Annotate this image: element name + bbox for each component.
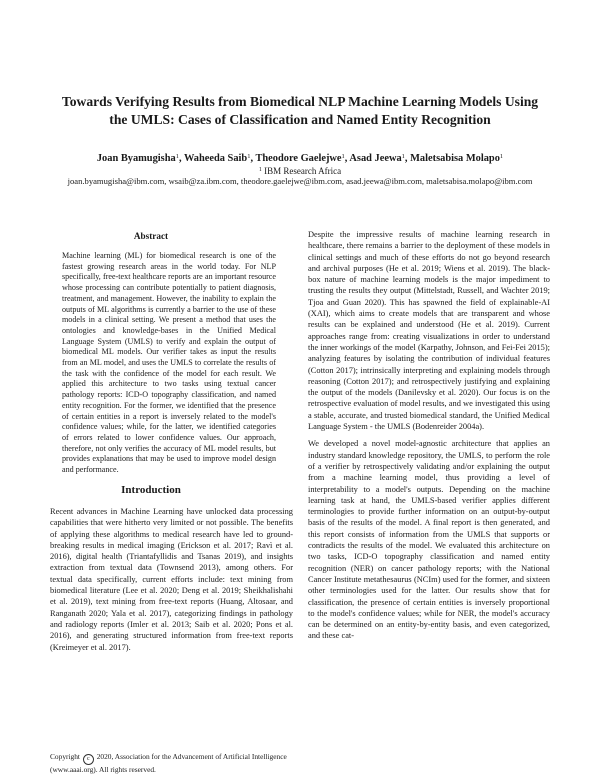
author-name: Theodore Gaelejwe bbox=[255, 153, 342, 164]
copyright-symbol-icon: c bbox=[83, 754, 94, 765]
copyright-text: 2020, Association for the Advancement of Artificial Intelligence (www.aaai.org). All rights reserved. bbox=[50, 752, 287, 774]
author-name: Joan Byamugisha bbox=[96, 153, 176, 164]
author-name: Maletsabisa Molapo bbox=[410, 153, 500, 164]
author-affiliation-mark: 1 bbox=[341, 153, 345, 160]
right-column bbox=[308, 229, 550, 642]
copyright-prefix: Copyright bbox=[50, 752, 80, 761]
author-affiliation-mark: 1 bbox=[175, 153, 179, 160]
title-line-2: the UMLS: Cases of Classification and Named Entity Recognition bbox=[109, 111, 491, 127]
author-emails: joan.byamugisha@ibm.com, wsaib@za.ibm.com, theodore.gaelejwe@ibm.com, asad.jeewa@ibm.com, maletsabisa.molapo@ibm.com bbox=[67, 176, 533, 186]
abstract-heading: Abstract bbox=[133, 231, 169, 241]
author-name: Waheeda Saib bbox=[183, 153, 248, 164]
body-paragraph: We developed a novel model-agnostic architecture that applies an industry standard knowledge repository, the UMLS, to perform the role of a verifier by retrospectively validating and/or explaining the output from a machine learning model, thus providing a level of interpretability to a model's outputs. Depending on the machine learning task at hand, the UMLS-based verifier applies different terminologies to provide further information on an output-by-output basis of the results of the model. A final report is then generated, and this report consists of information from the UMLS that supports or contradicts the results of the model. We evaluated this architecture on two tasks, ICD-O topography classification and named entity recognition (NER) on cancer pathology reports; with the National Cancer Institute metathesaurus (NCIm) used for the former, and sixteen other terminologies used for the latter. Our results show that for classification, the presence of certain entities is inversely proportional to the model's confidence values; while for NER, the model's accuracy can be determined on an entity-by-entity basis, and even categorized, and these cat- bbox=[308, 439, 550, 641]
introduction-text: Recent advances in Machine Learning have unlocked data processing capabilities that were hitherto very limited or not possible. The benefits of applying these algorithms to medical research have led to ground-breaking results in medical imaging (Erickson et al. 2017; Ravì et al. 2016), digital health (Triantafyllidis and Tsanas 2019), and insights extraction from textual data (Townsend 2013), among others. For textual data specifically, current efforts include: text mining from biomedical literature (Lee et al. 2020; Deng et al. 2019; Sheikhalishahi et al. 2019), text mining from free-text reports (Huang, Altosaar, and Ranganath 2020; Yala et al. 2017), categorizing findings in pathology and radiology reports (Imler et al. 2013; Saib et al. 2020; Pons et al. 2016), and generating structured information from free-text reports (Kreimeyer et al. 2017). bbox=[50, 507, 293, 652]
author-affiliation-mark: 1 bbox=[401, 153, 405, 160]
abstract-text: Machine learning (ML) for biomedical research is one of the fastest growing research areas in the world today. For NLP specifically, free-text healthcare reports are an important resource whose processing can contribute potentially to patient diagnosis, treatment, and management. However, the inability to explain the outputs of ML algorithms is currently a barrier to the use of these models in a clinical setting. We present a method that uses the ontologies and knowledge-bases in the Unified Medical Language System (UMLS) to verify and explain the output of biomedical ML models. Our verifier takes as input the results from an ML model, and uses the UMLS to correlate the results of the task with the confidence of the model for each result. We applied this architecture to two tasks using textual cancer pathology reports: ICD-O topography classification, and named entity recognition. For the former, we identified that the presence of certain entities in a report is inversely related to the model's confidence values; while, for the latter, we identified categories of errors related to lower confidence values. Our approach, therefore, not only verifies the accuracy of ML model results, but provides explanations that may be used to improve model design and performance. bbox=[62, 251, 276, 475]
author-name: Asad Jeewa bbox=[349, 153, 402, 164]
author-list: Joan Byamugisha$^1$, Waheeda Saib$^1$, Theodore Gaelejwe$^1$, Asad Jeewa$^1$, Maletsabisa Molapo$^1$ bbox=[96, 153, 504, 164]
body-paragraph: Despite the impressive results of machine learning research in healthcare, there remains a barrier to the deployment of these models in clinical settings and much of these efforts do not go beyond research and archival purposes (He et al. 2019; Wiens et al. 2019). The black-box nature of machine learning models is the major impediment to trusting the results they output (Mittelstadt, Russell, and Wachter 2019; Tjoa and Guan 2020). This has spawned the field of explainable-AI (XAI), which aims to create models that are transparent and whose results can be explained and understood (He et al. 2019). Current approaches range from: creating visualizations in order to understand the inner workings of the model (Karpathy, Johnson, and Fei-Fei 2015); analyzing features by isolating the contribution of individual features (Cotton 2017); intrinsically interpreting and explaining models through reasoning (Cotton 2017); and retrospectively justifying and explaining the output of the models (Danilevsky et al. 2020). Our focus is on the retrospective evaluation of model results, and we investigated this using a stable, accurate, and trusted biomedical standard, the Unified Medical Language System - the UMLS (Bodenreider 2004a). bbox=[308, 230, 550, 432]
paper-title bbox=[50, 93, 550, 128]
affiliation-name: IBM Research Africa bbox=[264, 166, 342, 176]
author-affiliation-mark: 1 bbox=[499, 153, 504, 160]
title-line-1: Towards Verifying Results from Biomedical NLP Machine Learning Models Using bbox=[61, 94, 539, 109]
affiliation-mark: 1 bbox=[258, 167, 262, 173]
introduction-heading: Introduction bbox=[121, 484, 181, 496]
copyright-notice bbox=[50, 752, 293, 774]
author-affiliation-mark: 1 bbox=[247, 153, 251, 160]
